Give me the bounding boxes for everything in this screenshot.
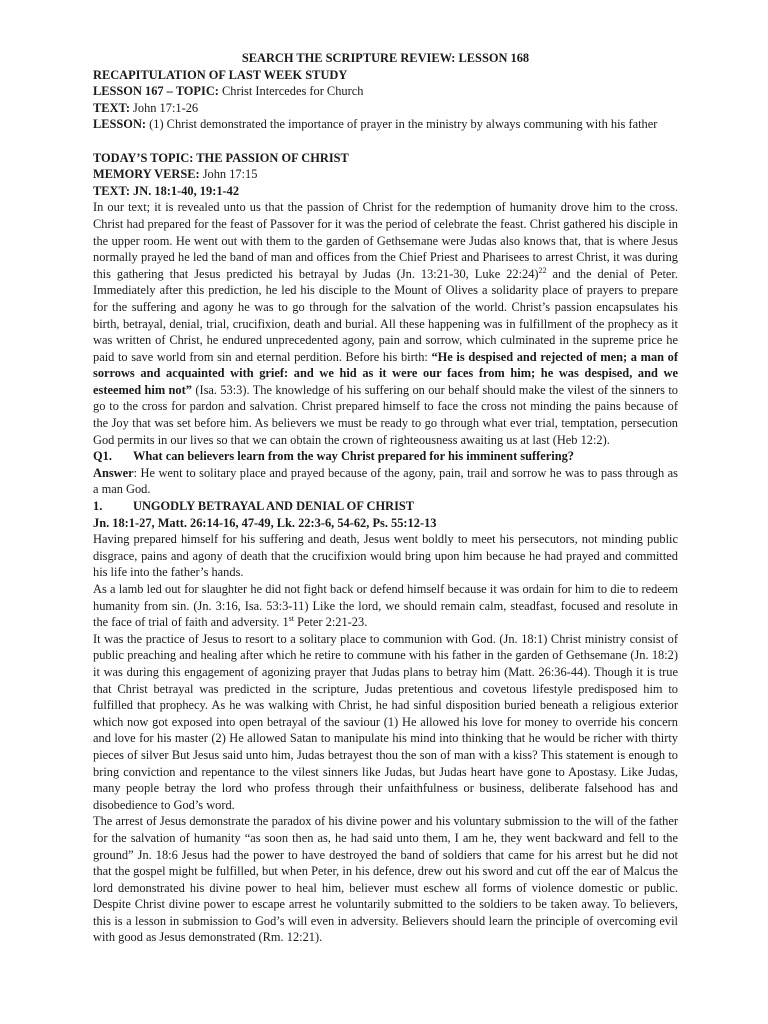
prev-lesson-label: LESSON 167 – TOPIC:	[93, 84, 219, 99]
intro-paragraph	[93, 199, 678, 448]
today-text-line: TEXT: JN. 18:1-40, 19:1-42	[93, 183, 240, 198]
answer-paragraph	[93, 465, 678, 498]
document-page	[93, 50, 678, 946]
arrest-paragraph: The arrest of Jesus demonstrate the paradox of his divine power and his voluntary submission to the will of the father for the salvation of humanity “as soon then as, he had said unto them, I am he, they went backward and fell to the ground” Jn. 18:6 Jesus had the power to have destroyed the band of soldiers that came for his arrest but he did not that the gospel might be fulfilled, but when Peter, in his defence, drew out his sword and cut off the ear of Malcus the lord demonstrated his divine power to heal him, believer must eschew all forms of violence domestic or public. Despite Christ divine power to escape arrest he voluntarily submitted to the soldiers to be taken away. To believers, this is a lesson in submission to God’s will even in adversity. Believers should learn the principle of overcoming evil with good as Jesus demonstrated (Rm. 12:21).	[93, 814, 678, 945]
prev-summary-line	[93, 116, 678, 133]
memory-verse-line	[93, 166, 678, 183]
section-1-references: Jn. 18:1-27, Matt. 26:14-16, 47-49, Lk. 22:3-6, 54-62, Ps. 55:12-13	[93, 515, 437, 530]
lamb-paragraph	[93, 581, 678, 631]
prev-lesson-line	[93, 83, 678, 100]
section-title: UNGODLY BETRAYAL AND DENIAL OF CHRIST	[133, 499, 415, 514]
intro-part1: In our text; it is revealed unto us that the passion of Christ for the redemption of humanity drove him to the cross. Christ had prepared for the feast of Passover for it was the period of celebrate the feast. Christ gathered his disciple in the upper room. He went out with them to the garden of Gethsemane were Judas also knows that, that is where Jesus normally prayed he led the band of man and offices from the Chief Priest and Pharisees to arrest Christ, it was during this gathering that Jesus predicted his betrayal by Judas (Jn. 13:21-30, Luke 22:24)	[93, 200, 678, 281]
answer-text: : He went to solitary place and prayed because of the agony, pain, trail and sorrow he was to pass through as a man God.	[93, 465, 678, 497]
prev-lesson-value: Christ Intercedes for Church	[218, 84, 364, 99]
topic-heading: TODAY’S TOPIC: THE PASSION OF CHRIST	[93, 150, 349, 165]
memory-verse-value: John 17:15	[199, 167, 258, 182]
document-title: SEARCH THE SCRIPTURE REVIEW: LESSON 168	[241, 51, 530, 65]
question-1	[93, 448, 678, 465]
prev-summary-label: LESSON:	[93, 117, 147, 132]
lamb-sup: st	[288, 614, 294, 624]
intro-part2: and the denial of Peter. Immediately after this prediction, he led his disciple to the Mount of Olives a solidarity place of prayers to prepare for the suffering and agony he was to go through for the salvation of the world. Christ’s passion encapsulates his birth, betrayal, denial, trial, crucifixion, death and burial. All these happening was in fulfillment of the prophecy as it was written of Christ, he endured unprecedented agony, pain and sorrow, which culminated in the supreme price he paid to save world from sin and eternal perdition. Before his birth:	[93, 266, 678, 364]
section-1-heading	[93, 498, 678, 515]
prev-text-line	[93, 100, 678, 117]
prev-text-value: John 17:1-26	[129, 100, 199, 115]
section-number: 1.	[93, 499, 103, 514]
body-paragraph: Having prepared himself for his suffering and death, Jesus went boldly to meet his persecutors, not minding public disgrace, pains and agony of death that the crucifixion would bring upon him because he had prayed and committed his life into the father’s hands.	[93, 532, 678, 580]
answer-label: Answer	[93, 465, 134, 480]
spacer	[93, 133, 678, 150]
practice-paragraph: It was the practice of Jesus to resort to a solitary place to communion with God. (Jn. 18:1) Christ ministry consist of public preaching and healing after which he retire to commune with his father in the garden of Gethsemane (Jn. 18:2) it was during this engagement of agonizing prayer that Judas plans to betray him (Matt. 26:36-44). Though it is true that Christ betrayal was predicted in the scripture, Judas pretentious and covetous lifestyle predisposed him to fulfilled that prophecy. As he was walking with Christ, he had sinful disposition buried beneath a religious exterior which now got exposed into open betrayal of the saviour (1) He allowed his love for money to override his concern and love for his master (2) He allowed Satan to manipulate his mind into thinking that he would be richer with thirty pieces of silver But Jesus said unto him, Judas betrayest thou the son of man with a kiss? This statement is enough to bring conviction and repentance to the vilest sinners like Judas, but Judas heart have gone to Apostasy. Like Judas, many people betray the lord who profess through their unfaithfulness or business, deliberate falsehood has and disobedience to God’s word.	[93, 631, 678, 812]
intro-part3: (Isa. 53:3). The knowledge of his suffering on our behalf should make the vilest of the sinners to go to the cross for pardon and salvation. Christ prepared himself to face the cross not minding the pains because of the Joy that was set before him. As believers we must be ready to go through what ever trial, temptation, persecution God permits in our lives so that we can obtain the crown of righteousness awaiting us at last (Heb 12:2).	[93, 382, 678, 447]
recap-heading: RECAPITULATION OF LAST WEEK STUDY	[93, 67, 348, 82]
prev-text-label: TEXT:	[93, 100, 130, 115]
lamb-part2: Peter 2:21-23.	[294, 615, 368, 630]
intro-footnote: 22	[538, 265, 547, 275]
intro-quote: “He is despised and rejected of men; a man of sorrows and acquainted with grief: and we hid as it were our faces from him; he was despised, and we esteemed him not”	[93, 349, 678, 397]
lamb-part1: As a lamb led out for slaughter he did not fight back or defend himself because it was ordain for him to die to redeem humanity from sin. (Jn. 3:16, Isa. 53:3-11) Like the lord, we should remain calm, steadfast, focused and resolute in the face of trial of faith and adversity. 1	[93, 582, 678, 630]
question-number: Q1.	[93, 449, 112, 464]
memory-verse-label: MEMORY VERSE:	[93, 167, 200, 182]
prev-summary-value: (1) Christ demonstrated the importance of prayer in the ministry by always communing with his father	[146, 117, 658, 132]
question-text: What can believers learn from the way Christ prepared for his imminent suffering?	[133, 449, 574, 464]
